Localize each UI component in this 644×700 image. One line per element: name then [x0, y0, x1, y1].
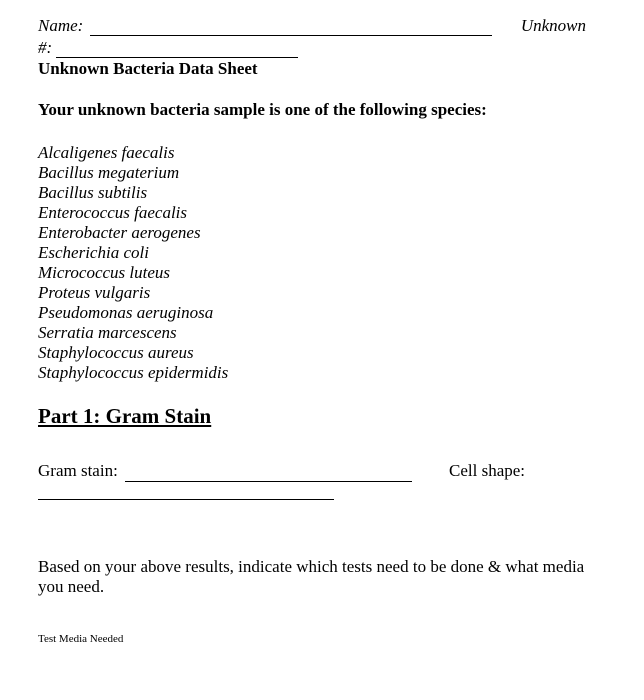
part1-heading: Part 1: Gram Stain: [38, 404, 212, 428]
species-item: Serratia marcescens: [38, 323, 177, 342]
species-item: Proteus vulgaris: [38, 283, 151, 302]
gram-stain-label: Gram stain:: [38, 461, 118, 480]
name-blank-line[interactable]: [90, 19, 492, 36]
name-row: [38, 16, 586, 38]
species-item: Staphylococcus epidermidis: [38, 363, 229, 382]
intro-text: Your unknown bacteria sample is one of the following species:: [38, 100, 487, 119]
cell-shape-blank-line[interactable]: [38, 482, 334, 500]
species-item: Pseudomonas aeruginosa: [38, 303, 214, 322]
species-item: Enterobacter aerogenes: [38, 223, 201, 242]
cell-shape-label: Cell shape:: [449, 461, 526, 480]
cell-shape-row: [38, 482, 334, 500]
species-item: Micrococcus luteus: [38, 263, 171, 282]
instructions-text: Based on your above results, indicate which tests need to be done & what media you need.: [38, 557, 585, 596]
species-list: [38, 143, 228, 383]
unknown-number-label: #:: [38, 38, 53, 57]
species-item: Bacillus subtilis: [38, 183, 148, 202]
species-item: Alcaligenes faecalis: [38, 143, 175, 162]
species-item: Enterococcus faecalis: [38, 203, 188, 222]
unknown-number-blank-line[interactable]: [56, 41, 298, 58]
unknown-number-row: [38, 38, 338, 60]
species-item: Bacillus megaterium: [38, 163, 180, 182]
species-item: Escherichia coli: [38, 243, 149, 262]
test-media-needed-label: Test Media Needed: [38, 633, 124, 645]
species-item: Staphylococcus aureus: [38, 343, 194, 362]
name-label: Name:: [38, 16, 84, 35]
gram-stain-blank-line[interactable]: [125, 464, 412, 482]
unknown-label: Unknown: [520, 16, 586, 35]
page-title: Unknown Bacteria Data Sheet: [38, 59, 258, 78]
